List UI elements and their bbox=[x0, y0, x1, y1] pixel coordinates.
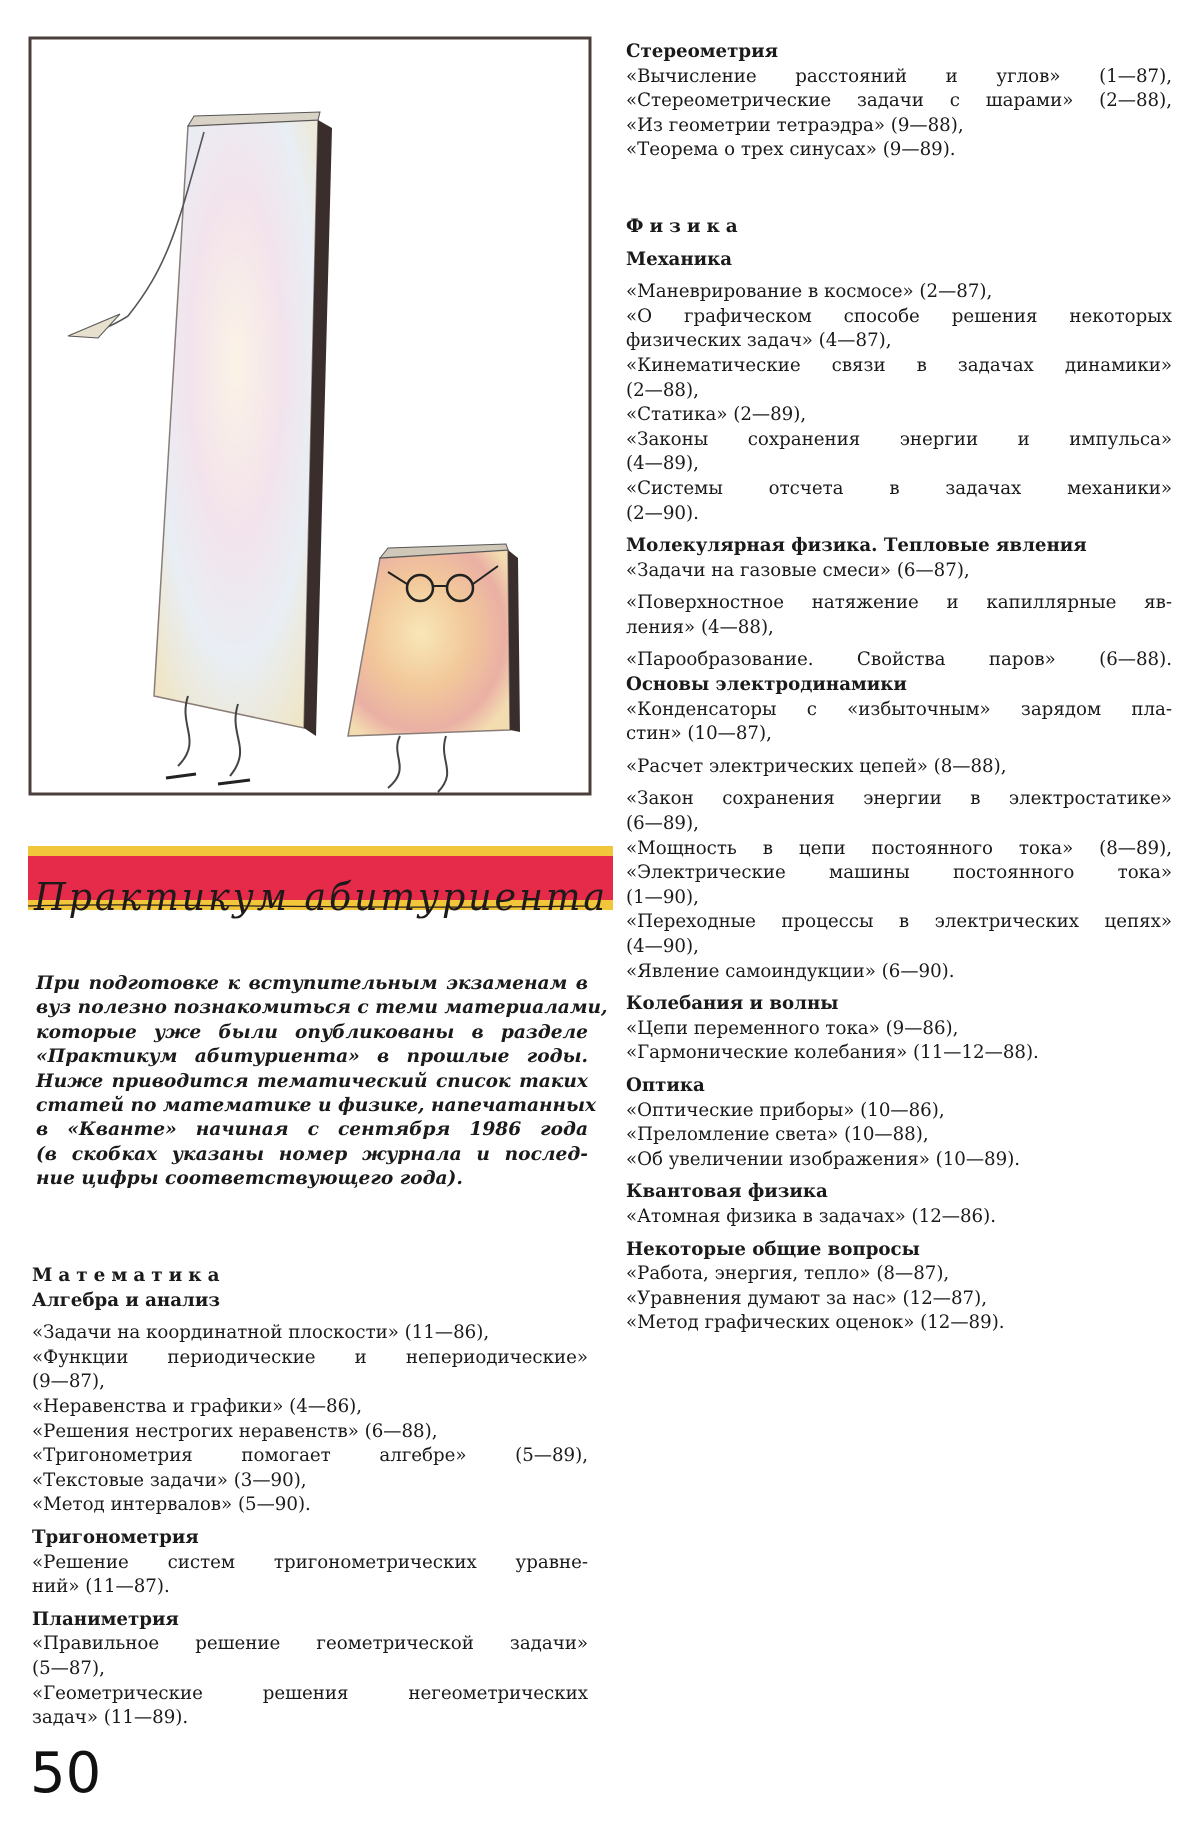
list-item: «Цепи переменного тока» (9—86), bbox=[626, 1017, 959, 1039]
math-heading: Математика bbox=[32, 1265, 226, 1286]
list-item: «Законы сохранения энергии и импульса» bbox=[626, 428, 1172, 450]
electro-heading: Основы электродинамики bbox=[626, 674, 907, 696]
list-item: «Мощность в цепи постоянного тока» (8—89), bbox=[626, 837, 1172, 859]
intro-paragraph bbox=[36, 972, 608, 1192]
list-item: (4—90), bbox=[626, 936, 699, 957]
stereometry-heading: Стереометрия bbox=[626, 41, 779, 62]
list-item: «Атомная физика в задачах» (12—86). bbox=[626, 1205, 996, 1227]
list-item: «Решения нестрогих неравенств» (6—88), bbox=[32, 1420, 438, 1442]
list-item: (4—89), bbox=[626, 453, 699, 475]
list-item: «Парообразование. Свойства паров» (6—88). bbox=[626, 649, 1172, 671]
list-item: «Текстовые задачи» (3—90), bbox=[32, 1469, 307, 1491]
list-item: задач» (11—89). bbox=[32, 1707, 189, 1729]
list-item: «Вычисление расстояний и углов» (1—87), bbox=[626, 65, 1172, 87]
intro-line: которые уже были опубликованы в разделе bbox=[36, 1021, 588, 1043]
list-item: (1—90), bbox=[626, 886, 699, 908]
quantum-heading: Квантовая физика bbox=[626, 1181, 828, 1203]
intro-line: в «Кванте» начиная с сентября 1986 года bbox=[36, 1119, 588, 1141]
section-banner bbox=[28, 844, 618, 944]
list-item: «Конденсаторы с «избыточным» зарядом пла- bbox=[626, 698, 1172, 720]
list-item: «О графическом способе решения некоторых bbox=[626, 305, 1172, 327]
list-item: «Задачи на газовые смеси» (6—87), bbox=[626, 559, 970, 581]
list-item: «Преломление света» (10—88), bbox=[626, 1124, 929, 1146]
list-item: «Неравенства и графики» (4—86), bbox=[32, 1395, 363, 1417]
list-item: «Маневрирование в космосе» (2—87), bbox=[626, 281, 993, 303]
list-item: «Оптические приборы» (10—86), bbox=[626, 1099, 945, 1121]
physics-column bbox=[626, 40, 1172, 1336]
list-item: «Гармонические колебания» (11—12—88). bbox=[626, 1042, 1039, 1064]
list-item: (9—87), bbox=[32, 1371, 105, 1393]
trig-heading: Тригонометрия bbox=[32, 1526, 199, 1548]
list-item: «Уравнения думают за нас» (12—87), bbox=[626, 1287, 987, 1309]
illustration-books bbox=[28, 36, 592, 800]
list-item: стин» (10—87), bbox=[626, 723, 772, 745]
intro-line: Ниже приводится тематический список таких bbox=[36, 1070, 588, 1092]
list-item: «Решение систем тригонометрических уравне- bbox=[32, 1551, 588, 1573]
general-heading: Некоторые общие вопросы bbox=[626, 1238, 920, 1260]
list-item: «Системы отсчета в задачах механики» bbox=[626, 477, 1172, 499]
list-item: «Статика» (2—89), bbox=[626, 404, 807, 426]
planimetry-heading: Планиметрия bbox=[32, 1608, 179, 1630]
list-item: «Работа, энергия, тепло» (8—87), bbox=[626, 1263, 950, 1285]
list-item: «Электрические машины постоянного тока» bbox=[626, 862, 1172, 884]
math-column bbox=[32, 1264, 588, 1731]
list-item: «Об увеличении изображения» (10—89). bbox=[626, 1148, 1021, 1170]
physics-heading: Физика bbox=[626, 215, 744, 237]
molecular-heading: Молекулярная физика. Тепловые явления bbox=[626, 535, 1087, 557]
list-item: ления» (4—88), bbox=[626, 616, 774, 638]
page-number: 50 bbox=[30, 1741, 102, 1806]
intro-line: статей по математике и физике, напечатанных bbox=[36, 1095, 597, 1117]
mechanics-heading: Механика bbox=[626, 248, 733, 270]
intro-line: ние цифры соответствующего года). bbox=[36, 1168, 463, 1190]
list-item: (5—87), bbox=[32, 1657, 105, 1679]
list-item: «Закон сохранения энергии в электростатике» bbox=[626, 788, 1172, 810]
intro-line: «Практикум абитуриента» в прошлые годы. bbox=[36, 1046, 588, 1068]
algebra-heading: Алгебра и анализ bbox=[32, 1289, 220, 1311]
list-item: «Переходные процессы в электрических цепях» bbox=[626, 911, 1172, 933]
list-item: физических задач» (4—87), bbox=[626, 330, 892, 352]
list-item: (2—90). bbox=[626, 502, 699, 524]
list-item: (2—88), bbox=[626, 379, 699, 401]
list-item: «Теорема о трех синусах» (9—89). bbox=[626, 139, 956, 161]
list-item: «Кинематические связи в задачах динамики» bbox=[626, 354, 1172, 376]
list-item: «Тригонометрия помогает алгебре» (5—89), bbox=[32, 1445, 588, 1467]
oscillations-heading: Колебания и волны bbox=[626, 993, 839, 1015]
list-item: «Стереометрические задачи с шарами» (2—88), bbox=[626, 90, 1172, 112]
list-item: «Правильное решение геометрической задачи» bbox=[32, 1633, 588, 1655]
optics-heading: Оптика bbox=[626, 1074, 705, 1096]
list-item: «Расчет электрических цепей» (8—88), bbox=[626, 755, 1007, 777]
list-item: «Метод графических оценок» (12—89). bbox=[626, 1312, 1005, 1334]
list-item: (6—89), bbox=[626, 813, 699, 835]
intro-line: (в скобках указаны номер журнала и послед- bbox=[36, 1143, 588, 1165]
list-item: «Метод интервалов» (5—90). bbox=[32, 1494, 311, 1516]
list-item: «Геометрические решения негеометрических bbox=[32, 1682, 588, 1704]
banner-title: Практикум абитуриента bbox=[33, 875, 608, 919]
list-item: «Функции периодические и непериодические» bbox=[32, 1346, 588, 1368]
list-item: «Из геометрии тетраэдра» (9—88), bbox=[626, 114, 964, 136]
list-item: ний» (11—87). bbox=[32, 1576, 170, 1598]
intro-line: вуз полезно познакомиться с теми материалами, bbox=[36, 997, 608, 1019]
list-item: «Задачи на координатной плоскости» (11—86), bbox=[32, 1322, 490, 1344]
intro-line: При подготовке к вступительным экзаменам в bbox=[36, 973, 588, 994]
list-item: «Явление самоиндукции» (6—90). bbox=[626, 960, 955, 982]
list-item: «Поверхностное натяжение и капиллярные яв- bbox=[626, 592, 1172, 614]
